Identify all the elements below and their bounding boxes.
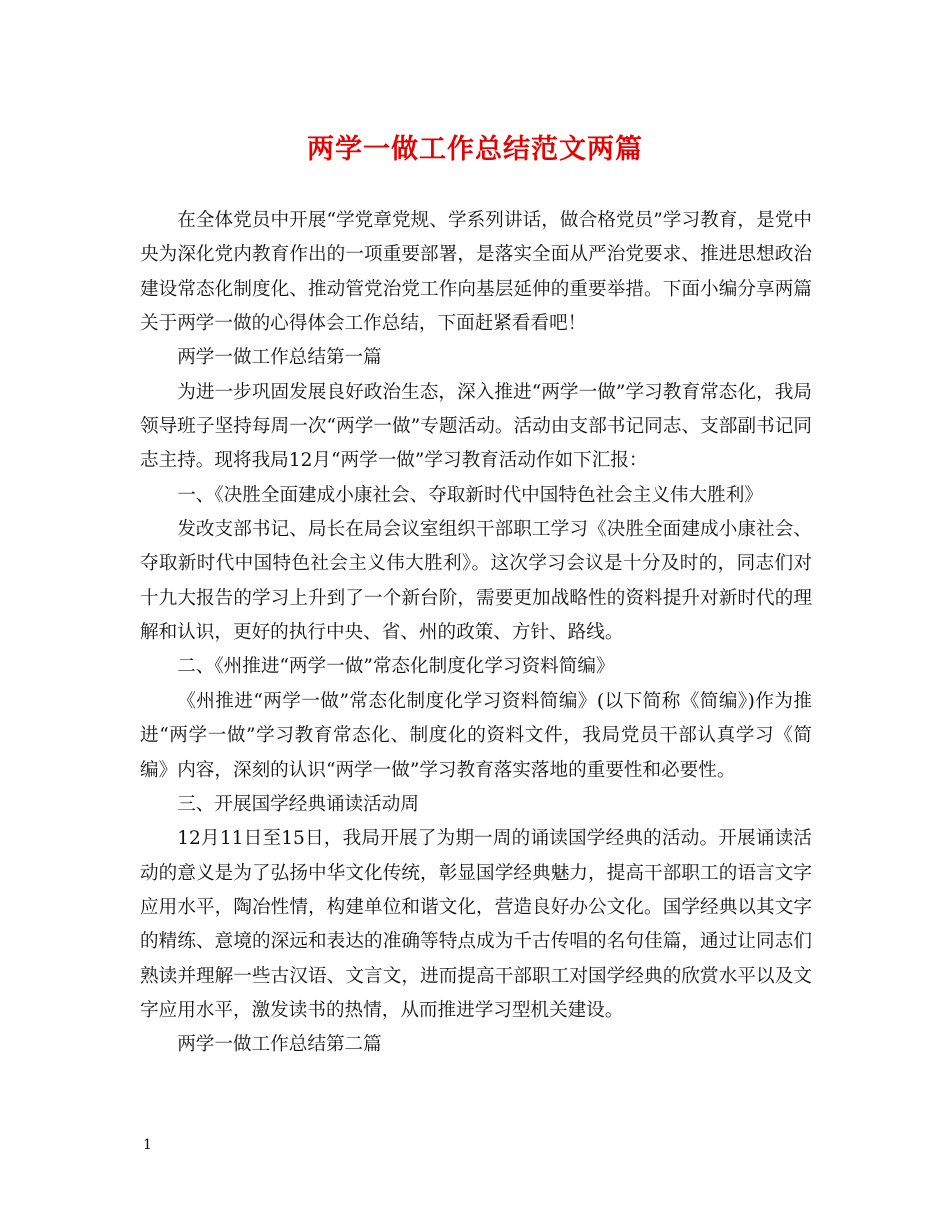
section-heading-second-article: 两学一做工作总结第二篇 [177, 1034, 382, 1056]
page-number: 1 [143, 1137, 152, 1153]
body-paragraph: 12月11日至15日，我局开展了为期一周的诵读国学经典的活动。开展诵读活动的意义是为了弘扬中华文化传统，彰显国学经典魅力，提高干部职工的语言文字应用水平，陶冶性情，构建单位和谐文化，营造良好办公文化。国学经典以其文字的精练、意境的深远和表达的准确等特点成为千古传唱的名句佳篇，通过让同志们熟读并理解一些古汉语、文言文，进而提高干部职工对国学经典的欣赏水平以及文字应用水平，激发读书的热情，从而推进学习型机关建设。 [140, 828, 812, 1021]
intro-paragraph: 在全体党员中开展“学党章党规、学系列讲话，做合格党员”学习教育，是党中央为深化党内教育作出的一项重要部署，是落实全面从严治党要求、推进思想政治建设常态化制度化、推动管党治党工作向基层延伸的重要举措。下面小编分享两篇关于两学一做的心得体会工作总结，下面赶紧看看吧！ [140, 210, 812, 335]
section-heading-first-article: 两学一做工作总结第一篇 [177, 347, 382, 369]
document-title: 两学一做工作总结范文两篇 [307, 134, 643, 165]
document-body [140, 204, 812, 1063]
body-paragraph: 发改支部书记、局长在局会议室组织干部职工学习《决胜全面建成小康社会、夺取新时代中国特色社会主义伟大胜利》。这次学习会议是十分及时的，同志们对十九大报告的学习上升到了一个新台阶，需要更加战略性的资料提升对新时代的理解和认识，更好的执行中央、省、州的政策、方针、路线。 [140, 519, 812, 644]
body-paragraph: 《州推进“两学一做”常态化制度化学习资料简编》(以下简称《简编》)作为推进“两学一做”学习教育常态化、制度化的资料文件，我局党员干部认真学习《简编》内容，深刻的认识“两学一做”学习教育落实落地的重要性和必要性。 [140, 690, 812, 781]
section-heading-two: 二、《州推进“两学一做”常态化制度化学习资料简编》 [177, 656, 615, 678]
section-heading-three: 三、开展国学经典诵读活动周 [177, 793, 419, 815]
section-heading-one: 一、《决胜全面建成小康社会、夺取新时代中国特色社会主义伟大胜利》 [177, 484, 763, 506]
body-paragraph: 为进一步巩固发展良好政治生态，深入推进“两学一做”学习教育常态化，我局领导班子坚持每周一次“两学一做”专题活动。活动由支部书记同志、支部副书记同志主持。现将我局12月“两学一做”学习教育活动作如下汇报： [140, 381, 812, 472]
